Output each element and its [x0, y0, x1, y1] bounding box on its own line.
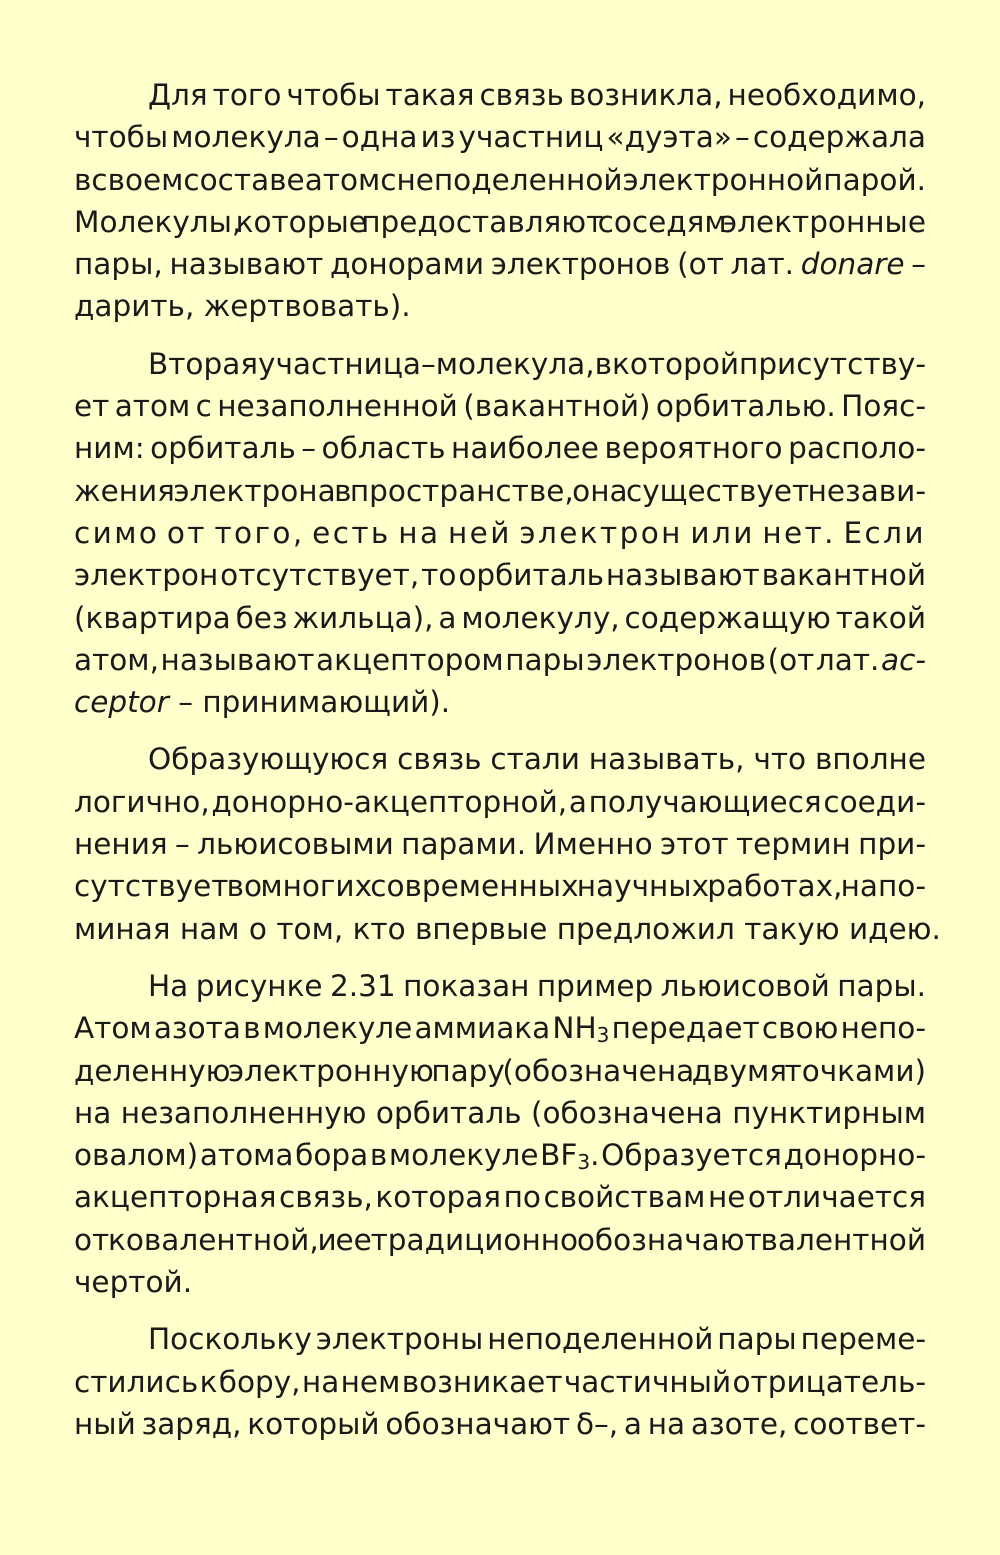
- latin-term: donare: [800, 247, 905, 282]
- paragraph-4: [74, 965, 926, 1303]
- text-line: На рисунке 2.31 показан пример льюисовой пары.: [148, 968, 926, 1003]
- text-line: логично, донорно-акцепторной, а получающиеся соеди-: [74, 784, 926, 819]
- text-line: ним: орбиталь – область наиболее вероятного располо-: [74, 431, 926, 466]
- text-line: акцепторная связь, которая по свойствам не отличается: [74, 1180, 926, 1215]
- text-line: ceptor – принимающий).: [74, 685, 451, 720]
- text-line: жения электрона в пространстве, она существует незави-: [74, 473, 926, 508]
- text-line: чтобы молекула – одна из участниц «дуэта» – содержала: [74, 120, 926, 155]
- latin-term: ac-: [881, 642, 926, 677]
- text-line: Молекулы, которые предоставляют соседям электронные: [74, 204, 926, 239]
- book-page: [74, 74, 941, 1460]
- text-line: Атом азота в молекуле аммиака $NH_3$ передает свою непо-: [74, 1011, 926, 1048]
- text-line: на незаполненную орбиталь (обозначена пунктирным: [74, 1095, 926, 1130]
- text-line: Для того чтобы такая связь возникла, необходимо,: [148, 78, 926, 112]
- paragraph-3: [74, 738, 941, 949]
- text-line: стились к бору, на нем возникает частичный отрицатель-: [74, 1364, 926, 1399]
- text-line: Образующуюся связь стали называть, что вполне: [148, 742, 926, 777]
- text-line: электрон отсутствует, то орбиталь называют вакантной: [74, 558, 926, 593]
- text-line: деленную электронную пару (обозначена двумя точками): [74, 1053, 926, 1088]
- text-line: Вторая участница – молекула, в которой присутству-: [148, 346, 926, 381]
- text-line: дарить, жертвовать).: [74, 289, 411, 324]
- text-line: пары, называют донорами электронов (от лат. donare –: [74, 247, 926, 282]
- text-line: атом, называют акцептором пары электронов (от лат. ac-: [74, 642, 926, 677]
- text-line: симо от того, есть на ней электрон или нет. Если: [74, 515, 926, 550]
- text-line: в своем составе атом с неподеленной электронной парой.: [74, 162, 926, 197]
- text-line: от ковалентной, и ее традиционно обозначают валентной: [74, 1222, 926, 1257]
- paragraph-5: [74, 1318, 926, 1445]
- text-line: овалом) атома бора в молекуле $BF_3$. Образуется донорно-: [74, 1138, 926, 1175]
- text-line: ет атом с незаполненной (вакантной) орбиталью. Пояс-: [74, 389, 926, 424]
- subscript: 3: [577, 1150, 591, 1175]
- text-line: ный заряд, который обозначают δ–, а на азоте, соответ-: [74, 1406, 926, 1441]
- text-line: Поскольку электроны неподеленной пары переме-: [148, 1322, 926, 1357]
- text-line: чертой.: [74, 1265, 193, 1300]
- subscript: 3: [596, 1023, 610, 1048]
- text-line: (квартира без жильца), а молекулу, содержащую такой: [74, 600, 926, 635]
- text-line: нения – льюисовыми парами. Именно этот термин при-: [74, 827, 926, 862]
- paragraph-2: [74, 343, 926, 724]
- text-line: сутствует во многих современных научных работах, напо-: [74, 869, 926, 904]
- latin-term: ceptor: [74, 685, 169, 720]
- paragraph-1: [74, 74, 926, 328]
- text-line: миная нам о том, кто впервые предложил такую идею.: [74, 911, 941, 946]
